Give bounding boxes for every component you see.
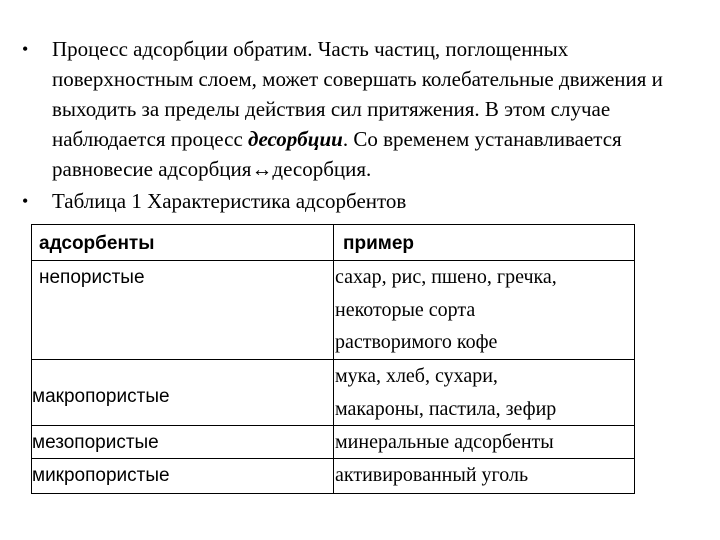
cell-type: макропористые	[32, 386, 170, 407]
cell-example: минеральные адсорбенты	[335, 431, 554, 453]
paragraph-emphasis: десорбции	[248, 127, 343, 151]
cell-type: непористые	[39, 267, 145, 288]
adsorbent-table	[31, 224, 635, 494]
cell-type: микропористые	[32, 465, 170, 486]
paragraph-text: Процесс адсорбции обратим. Часть частиц, поглощенных поверхностным слоем, может совершать колебательные движения и выходить за пределы действия сил притяжения. В этом случае наблюдается процесс	[52, 37, 663, 151]
cell-type: мезопористые	[32, 432, 159, 453]
bullet-icon: •	[22, 191, 29, 211]
bullet-icon: •	[22, 39, 29, 59]
cell-example: некоторые сорта	[335, 299, 476, 321]
row-divider	[32, 359, 634, 360]
cell-example: растворимого кофе	[335, 331, 498, 353]
bullet-paragraph-2	[22, 186, 702, 216]
cell-example: мука, хлеб, сухари,	[335, 365, 498, 387]
paragraph-text-end: . Со временем устанавливается равновесие адсорбция↔десорбция.	[52, 127, 622, 181]
cell-example: сахар, рис, пшено, гречка,	[335, 266, 557, 288]
table-caption: Таблица 1 Характеристика адсорбентов	[52, 189, 407, 213]
cell-example: активированный уголь	[335, 464, 529, 486]
bullet-list	[22, 34, 702, 216]
header-example: пример	[343, 233, 414, 254]
header-adsorbents: адсорбенты	[39, 233, 155, 254]
cell-example: макароны, пастила, зефир	[335, 398, 557, 420]
bullet-paragraph-1	[22, 34, 702, 184]
